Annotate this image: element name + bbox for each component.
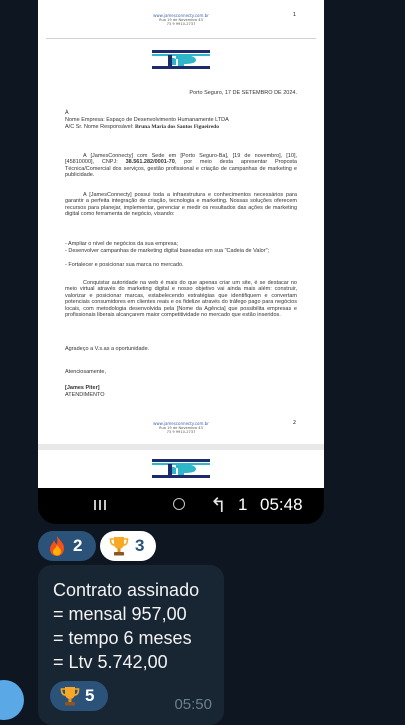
reaction-count: 5	[85, 686, 95, 705]
message-line: = tempo 6 meses	[53, 628, 192, 648]
company-logo	[152, 455, 210, 481]
page-number: 1	[292, 12, 296, 18]
trophy-icon	[59, 685, 81, 707]
responsible-line	[65, 124, 297, 130]
bullet-3: - Fortalecer e posicionar sua marca no mercado.	[65, 262, 184, 268]
recent-apps-icon[interactable]	[94, 497, 108, 513]
paragraph-1: A [JamesConnecty] com Sede em [Porto Seguro-Ba], [19 de novembro], [10], [45810000], CNPJ: 38.561.282/0001-70, por meio desta apresentar Proposta Técnica/Comercial dos serviços, gestão profissional e criação de campanhas de marketing e publicidade.	[65, 153, 297, 179]
document-page-1	[38, 0, 324, 444]
header-phone: 73 9 9910-2737	[166, 22, 196, 26]
company-line: Nome Empresa: Espaço de Desenvolvimento Humanamente LTDA	[65, 117, 229, 123]
text-message-bubble[interactable]	[38, 565, 224, 725]
footer-address: Rua 19 de Novembro 43	[159, 426, 203, 430]
company-logo	[152, 46, 210, 72]
responsible-label: A/C Sr. Nome Responsável:	[65, 124, 134, 130]
signer-name: [James Piter]	[65, 385, 100, 391]
paragraph-2: A [JamesConnecty] possui toda a infraestrutura e conhecimentos necessários para garantir a perfeita integração de criação, tecnologia e marketing. Nossas soluções oferecem recursos para planejar, implementar, gerenciar e medir os resultados das ações de marketing digital como ferramenta de negócio, visando:	[65, 192, 297, 218]
reaction-count: 3	[135, 536, 145, 555]
thanks-line: Agradeço a V.s.as a oportunidade.	[65, 346, 150, 352]
message-line: = Ltv 5.742,00	[53, 652, 168, 672]
signer-role: ATENDIMENTO	[65, 392, 105, 398]
reaction-fire[interactable]	[38, 531, 96, 561]
document-media-message[interactable]	[38, 0, 324, 524]
bullet-2: - Desenvolver campanhas de marketing digital baseadas em sua "Cadeia de Valor";	[65, 248, 270, 254]
document-page-2	[38, 450, 324, 488]
reaction-count: 2	[73, 536, 83, 555]
footer-site: www.jamesconnecty.com.br	[153, 421, 209, 426]
message-line: = mensal 957,00	[53, 604, 187, 624]
fire-icon	[46, 535, 68, 557]
trophy-icon	[108, 535, 130, 557]
letter-date: Porto Seguro, 17 DE SETEMBRO DE 2024.	[189, 90, 297, 96]
sender-avatar[interactable]	[0, 680, 24, 720]
paragraph-3: Conquistar autoridade na web é mais do que apenas criar um site, é se destacar no meio virtual através do marketing digital e nosso objetivo vai ainda mais além: construir, valorizar e posicionar marcas, estabelecendo estratégias que identifiquem e convertam potenciais consumidores em clientes reais e os fidelize através do tráfego pago para negócios locais, com metodologia desenvolvida pela [Nome da Agência] que possibilita empresas e profissionais liberais alcançarem maior competitividade no mercado que estão inseridos.	[65, 280, 297, 319]
header-divider	[46, 38, 316, 39]
reaction-trophy[interactable]	[100, 531, 156, 561]
navigation-bar	[38, 488, 324, 524]
page-counter: 1	[238, 495, 248, 514]
responsible-name: Bruna Maria dos Santos Figueiredo	[135, 124, 219, 130]
bullet-1: - Ampliar o nível de negócios da sua empresa;	[65, 241, 179, 247]
back-icon[interactable]: ↰	[210, 493, 227, 517]
home-icon[interactable]	[173, 498, 185, 510]
media-timestamp: 05:48	[260, 495, 303, 514]
message-timestamp: 05:50	[174, 696, 212, 713]
footer-phone: 73 9 9910-2737	[166, 430, 196, 434]
closing-line: Atenciosamente,	[65, 369, 106, 375]
document-viewer[interactable]	[38, 0, 324, 488]
header-site: www.jamesconnecty.com.br	[153, 13, 209, 18]
header-address: Rua 19 de Novembro 43	[159, 18, 203, 22]
message-line: Contrato assinado	[53, 580, 200, 600]
page-number-2: 2	[292, 420, 296, 426]
recipient-label: À	[65, 110, 69, 116]
reaction-trophy[interactable]	[50, 681, 108, 711]
